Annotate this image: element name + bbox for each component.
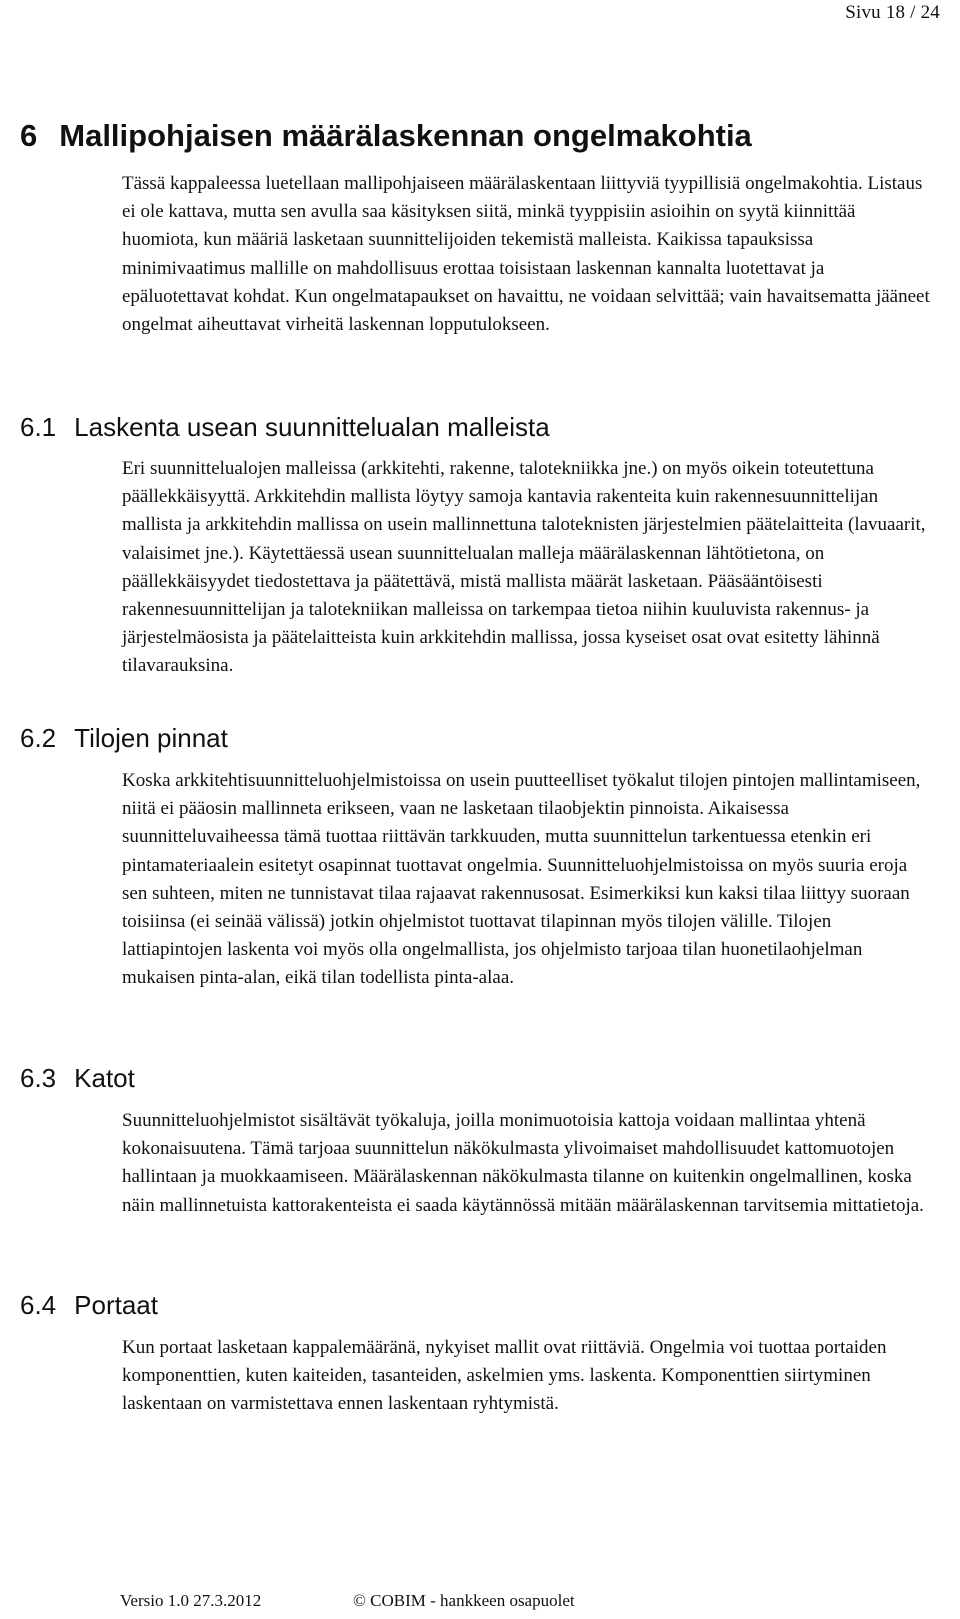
page-number: Sivu 18 / 24 [845, 2, 940, 23]
section-6-2-paragraph: Koska arkkitehtisuunnitteluohjelmistoissa on usein puutteelliset työkalut tilojen pintojen mallintamiseen, niitä ei pääosin mallinneta erikseen, vaan ne lasketaan tilaobjektin pinnoista. Aikaisessa suunnitteluvaiheessa tämä tuottaa riittävän tarkkuuden, mutta suunnittelun tarkentuessa etenkin eri pintamateriaalein esitetyt osapinnat tuottavat ongelmia. Suunnitteluohjelmistoissa on myös suuria eroja sen suhteen, miten ne tunnistavat tilaa rajaavat rakennusosat. Esimerkiksi kun kaksi tilaa liittyy suoraan toisiinsa (ei seinää välissä) jotkin ohjelmistot tuottavat tilapinnan myös tilojen välille. Tilojen lattiapintojen laskenta voi myös olla ongelmallista, jos ohjelmisto tarjoaa tilan huonetilaohjelman mukaisen pinta-alan, eikä tilan todellista pinta-alaa. [122, 770, 921, 989]
section-6-3-paragraph: Suunnitteluohjelmistot sisältävät työkaluja, joilla monimuotoisia kattoja voidaan mallintaa yhtenä kokonaisuutena. Tämä tarjoaa suunnittelun näkökulmasta ylivoimaiset mahdollisuudet kattomuotojen hallintaan ja muokkaamiseen. Määrälaskennan näkökulmasta tilanne on kuitenkin ongelmallinen, koska näin mallinnetuista kattorakenteista ei saada käytännössä mitään määrälaskennan tarvitsemia mittatietoja. [122, 1110, 924, 1216]
footer-version: Versio 1.0 27.3.2012 [120, 1591, 262, 1610]
section-title: Laskenta usean suunnittelualan malleista [74, 412, 550, 442]
section-6-4-paragraph: Kun portaat lasketaan kappalemääränä, nykyiset mallit ovat riittäviä. Ongelmia voi tuottaa portaiden komponenttien, kuten kaiteiden, tasanteiden, askelmien yms. laskenta. Komponenttien siirtyminen laskentaan on varmistettava ennen laskentaan ryhtymistä. [122, 1337, 887, 1415]
section-heading-6-3 [20, 1063, 135, 1094]
chapter-title: Mallipohjaisen määrälaskennan ongelmakohtia [59, 118, 752, 153]
section-6-1-paragraph: Eri suunnittelualojen malleissa (arkkitehti, rakenne, talotekniikka jne.) on myös oikein toteutettuna päällekkäisyyttä. Arkkitehdin mallista löytyy samoja kantavia rakenteita kuin rakennesuunnittelijan mallista ja arkkitehdin mallissa on usein mallinnettuna taloteknisten järjestelmien päätelaitteita (lavuaarit, valaisimet jne.). Käytettäessä usean suunnittelualan malleja määrälaskennan lähtötietona, on päällekkäisyydet tiedostettava ja päätettävä, mistä mallista määrät lasketaan. Pääsääntöisesti rakennesuunnittelijan ja talotekniikan malleissa on tarkempaa tietoa niihin kuuluvista rakennus- ja järjestelmäosista ja päätelaitteista kuin arkkitehdin mallissa, jossa kyseiset osat ovat esitetty lähinnä tilavarauksina. [122, 458, 926, 677]
section-title: Tilojen pinnat [74, 723, 228, 753]
section-title: Portaat [74, 1290, 158, 1320]
chapter-number: 6 [20, 118, 38, 153]
section-heading-6-2 [20, 723, 228, 754]
section-heading-6-1 [20, 412, 550, 443]
footer-copyright: © COBIM - hankkeen osapuolet [353, 1591, 575, 1610]
section-heading-6-4 [20, 1290, 158, 1321]
section-number: 6.1 [20, 412, 57, 442]
chapter-intro-paragraph: Tässä kappaleessa luetellaan mallipohjaiseen määrälaskentaan liittyviä tyypillisiä ongelmakohtia. Listaus ei ole kattava, mutta sen avulla saa käsityksen siitä, minkä tyyppisiin asioihin on syytä kiinnittää huomiota, kun määriä lasketaan suunnittelijoiden tekemistä malleista. Kaikissa tapauksissa minimivaatimus mallille on mahdollisuus erottaa toisistaan laskennan kannalta luotettavat ja epäluotettavat kohdat. Kun ongelmatapaukset on havaittu, ne voidaan selvittää; vain havaitsematta jääneet ongelmat aiheuttavat virheitä laskennan lopputulokseen. [122, 173, 930, 336]
chapter-heading [20, 118, 752, 154]
section-number: 6.4 [20, 1290, 57, 1320]
section-number: 6.3 [20, 1063, 57, 1093]
section-title: Katot [74, 1063, 135, 1093]
section-number: 6.2 [20, 723, 57, 753]
